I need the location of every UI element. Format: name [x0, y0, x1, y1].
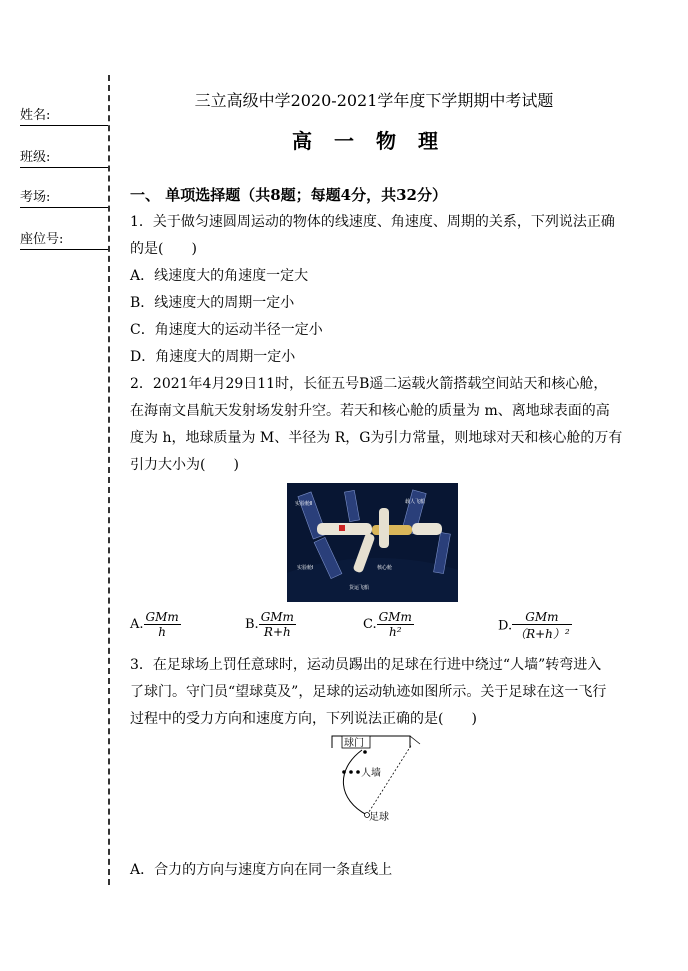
- q2-stem-line1: 2．2021年4月29日11时，长征五号B遥二运载火箭搭载空间站天和核心舱，: [130, 376, 608, 392]
- subject-char: 物: [376, 129, 396, 153]
- space-station-image: [287, 483, 458, 602]
- seat-field[interactable]: [20, 232, 108, 250]
- q1-stem-line1: 1．关于做匀速圆周运动的物体的线速度、角速度、周期的关系，下列说法正确: [130, 214, 615, 230]
- section-heading: 一、 单项选择题（共8题；每题4分，共32分）: [130, 186, 447, 204]
- wall-label: 人墙: [361, 768, 381, 779]
- ball-label: 足球: [369, 812, 389, 823]
- q3-stem-line3: 过程中的受力方向和速度方向，下列说法正确的是( ): [130, 711, 477, 727]
- image-label: 载人飞船: [405, 499, 426, 505]
- q2-option-d: D. $\frac{\text{GMm}}{\text{（R+h）²}}$: [498, 610, 570, 641]
- q1-option-b: B．线速度大的周期一定小: [130, 295, 295, 311]
- q2-stem-line3: 度为 h，地球质量为 M、半径为 R，G为引力常量，则地球对天和核心舱的万有: [130, 430, 623, 446]
- q2-option-a: A. $\frac{\text{GMm}}{h}$: [130, 610, 179, 639]
- q2-option-b: B. $\frac{\text{GMm}}{R+h}$: [245, 610, 294, 639]
- q1-option-c: C．角速度大的运动半径一定小: [130, 322, 323, 338]
- image-label: 货运飞船: [349, 585, 370, 591]
- exam-room-field[interactable]: [20, 190, 108, 208]
- image-label: 核心舱: [377, 565, 393, 571]
- seat-label: 座位号:: [20, 232, 64, 247]
- subject-char: 高: [292, 129, 312, 153]
- binding-dashed-line: [108, 75, 110, 885]
- exam-room-label: 考场:: [20, 190, 51, 205]
- football-trajectory-figure: [320, 730, 430, 830]
- subject-title: [292, 125, 460, 154]
- q3-stem-line1: 3．在足球场上罚任意球时，运动员踢出的足球在行进中绕过“人墙”转弯进入: [130, 657, 602, 673]
- exam-title: 三立高级中学2020-2021学年度下学期期中考试题: [194, 91, 554, 110]
- q2-option-c: C. $\frac{\text{GMm}}{\text{h²}}$: [363, 610, 412, 639]
- q1-option-a: A．线速度大的角速度一定大: [130, 268, 309, 284]
- q3-stem-line2: 了球门。守门员“望球莫及”，足球的运动轨迹如图所示。关于足球在这一飞行: [130, 684, 607, 700]
- q1-option-d: D．角速度大的周期一定小: [130, 349, 296, 365]
- subject-char: 理: [418, 129, 438, 153]
- goal-label: 球门: [344, 738, 364, 749]
- q2-stem-line4: 引力大小为( ): [130, 457, 239, 473]
- image-label: 实验舱Ⅱ: [295, 501, 313, 507]
- subject-char: 一: [334, 129, 354, 153]
- q3-option-a: A．合力的方向与速度方向在同一条直线上: [130, 862, 393, 878]
- q2-stem-line2: 在海南文昌航天发射场发射升空。若天和核心舱的质量为 m、离地球表面的高: [130, 403, 610, 419]
- image-label: 实验舱Ⅰ: [297, 565, 314, 571]
- q1-stem-line2: 的是( ): [130, 241, 197, 257]
- class-field[interactable]: [20, 150, 108, 168]
- class-label: 班级:: [20, 150, 51, 165]
- name-label: 姓名:: [20, 108, 51, 123]
